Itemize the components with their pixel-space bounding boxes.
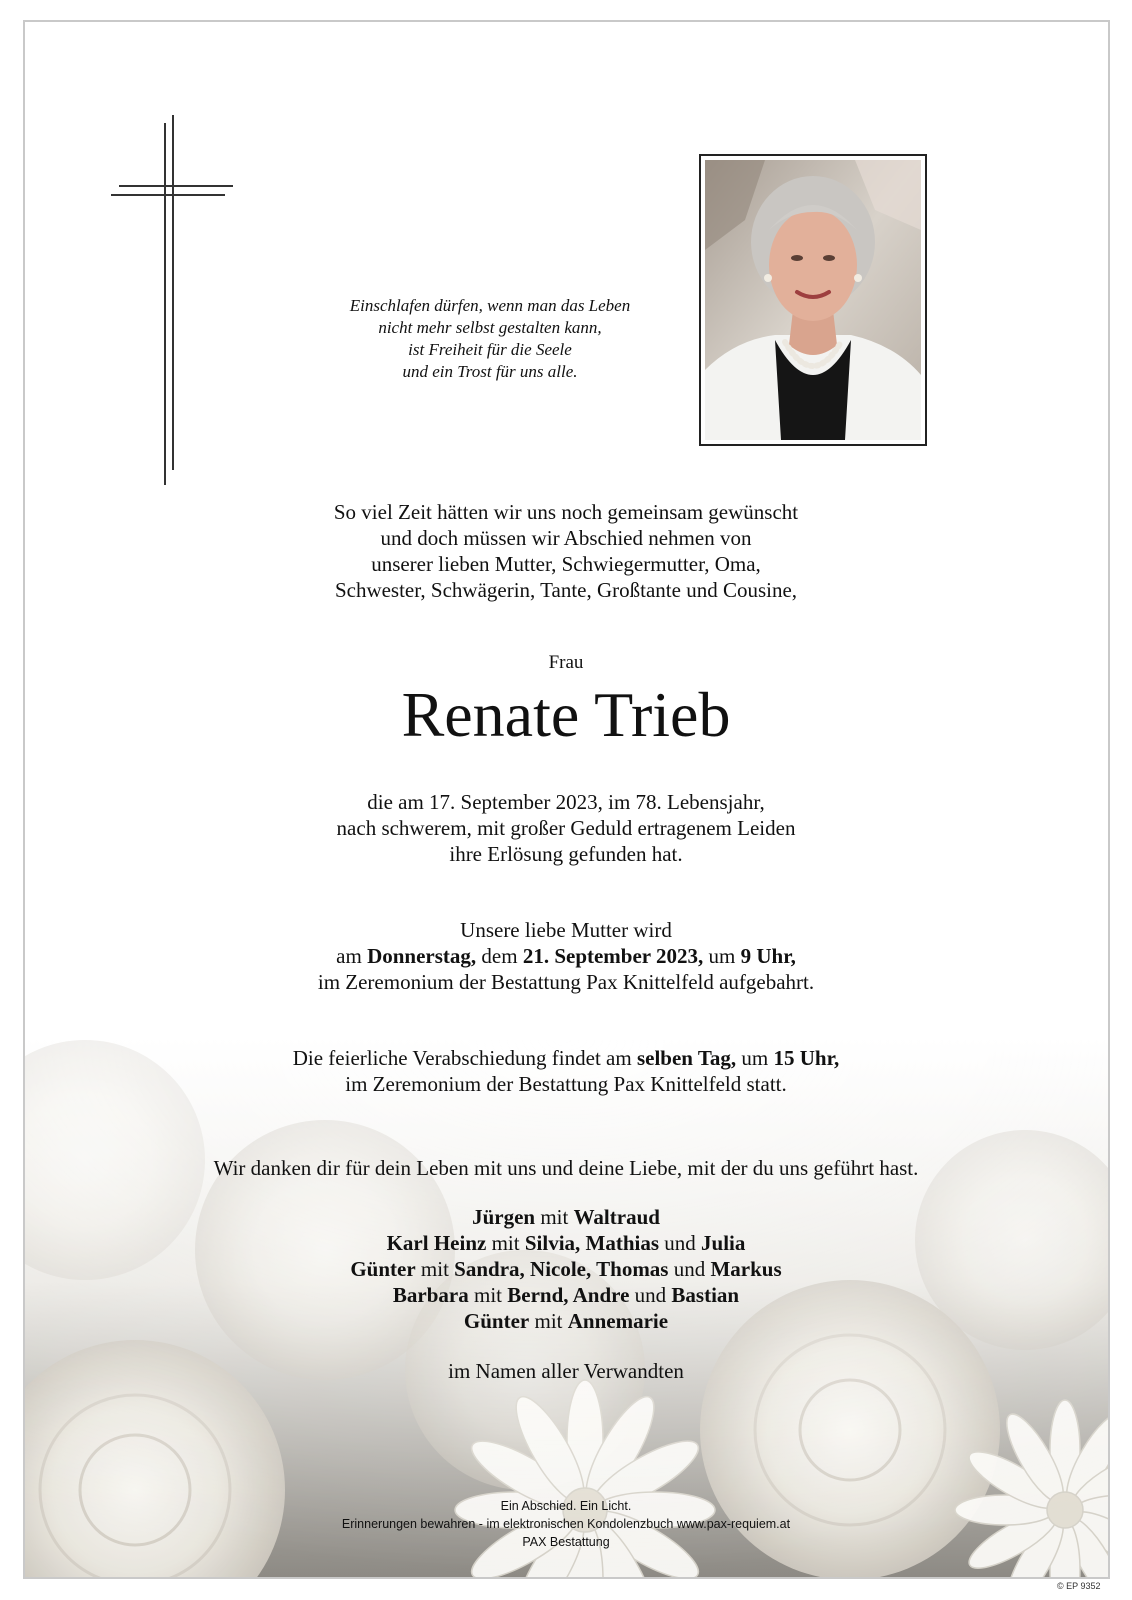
intro-line: und doch müssen wir Abschied nehmen von <box>380 526 752 550</box>
family-row: Günter mit Sandra, Nicole, Thomas und Markus <box>350 1257 782 1281</box>
cross-icon <box>105 115 235 485</box>
on-behalf-text <box>0 1358 1132 1384</box>
death-line: nach schwerem, mit großer Geduld ertragenem Leiden <box>336 816 796 840</box>
portrait-photo <box>699 154 927 446</box>
footer <box>0 1497 1132 1551</box>
farewell-notice <box>0 1045 1132 1097</box>
viewing-line: im Zeremonium der Bestattung Pax Knittelfeld aufgebahrt. <box>317 970 815 994</box>
viewing-notice <box>0 917 1132 995</box>
thanks-line: Wir danken dir für dein Leben mit uns und deine Liebe, mit der du uns geführt hast. <box>213 1156 919 1180</box>
family-row: Jürgen mit Waltraud <box>472 1205 660 1229</box>
intro-text <box>0 499 1132 603</box>
farewell-line: Die feierliche Verabschiedung findet am selben Tag, um 15 Uhr, <box>292 1046 840 1070</box>
on-behalf-line: im Namen aller Verwandten <box>448 1359 684 1383</box>
intro-line: So viel Zeit hätten wir uns noch gemeinsam gewünscht <box>333 500 799 524</box>
quote-line: ist Freiheit für die Seele <box>408 340 572 359</box>
family-row: Günter mit Annemarie <box>463 1309 669 1333</box>
intro-line: Schwester, Schwägerin, Tante, Großtante und Cousine, <box>334 578 798 602</box>
salutation: Frau <box>548 652 584 673</box>
family-row: Barbara mit Bernd, Andre und Bastian <box>392 1283 740 1307</box>
template-code: © EP 9352 <box>1057 1581 1101 1591</box>
quote-line: Einschlafen dürfen, wenn man das Leben <box>349 296 631 315</box>
thanks-text <box>0 1155 1132 1181</box>
footer-line: Erinnerungen bewahren - im elektronischen Kondolenzbuch www.pax-requiem.at <box>341 1517 791 1531</box>
farewell-line: im Zeremonium der Bestattung Pax Knittelfeld statt. <box>345 1072 787 1096</box>
footer-line: Ein Abschied. Ein Licht. <box>500 1499 632 1513</box>
death-line: die am 17. September 2023, im 78. Lebensjahr, <box>367 790 765 814</box>
viewing-line: Unsere liebe Mutter wird <box>460 918 672 942</box>
deceased-name: Renate Trieb <box>401 679 731 750</box>
intro-line: unserer lieben Mutter, Schwiegermutter, Oma, <box>371 552 761 576</box>
family-row: Karl Heinz mit Silvia, Mathias und Julia <box>386 1231 746 1255</box>
quote-line: nicht mehr selbst gestalten kann, <box>378 318 602 337</box>
memorial-quote <box>290 295 690 383</box>
family-list <box>0 1204 1132 1334</box>
viewing-line: am Donnerstag, dem 21. September 2023, um 9 Uhr, <box>336 944 796 968</box>
footer-line: PAX Bestattung <box>522 1535 610 1549</box>
death-line: ihre Erlösung gefunden hat. <box>449 842 683 866</box>
death-notice <box>0 789 1132 867</box>
quote-line: und ein Trost für uns alle. <box>402 362 578 381</box>
